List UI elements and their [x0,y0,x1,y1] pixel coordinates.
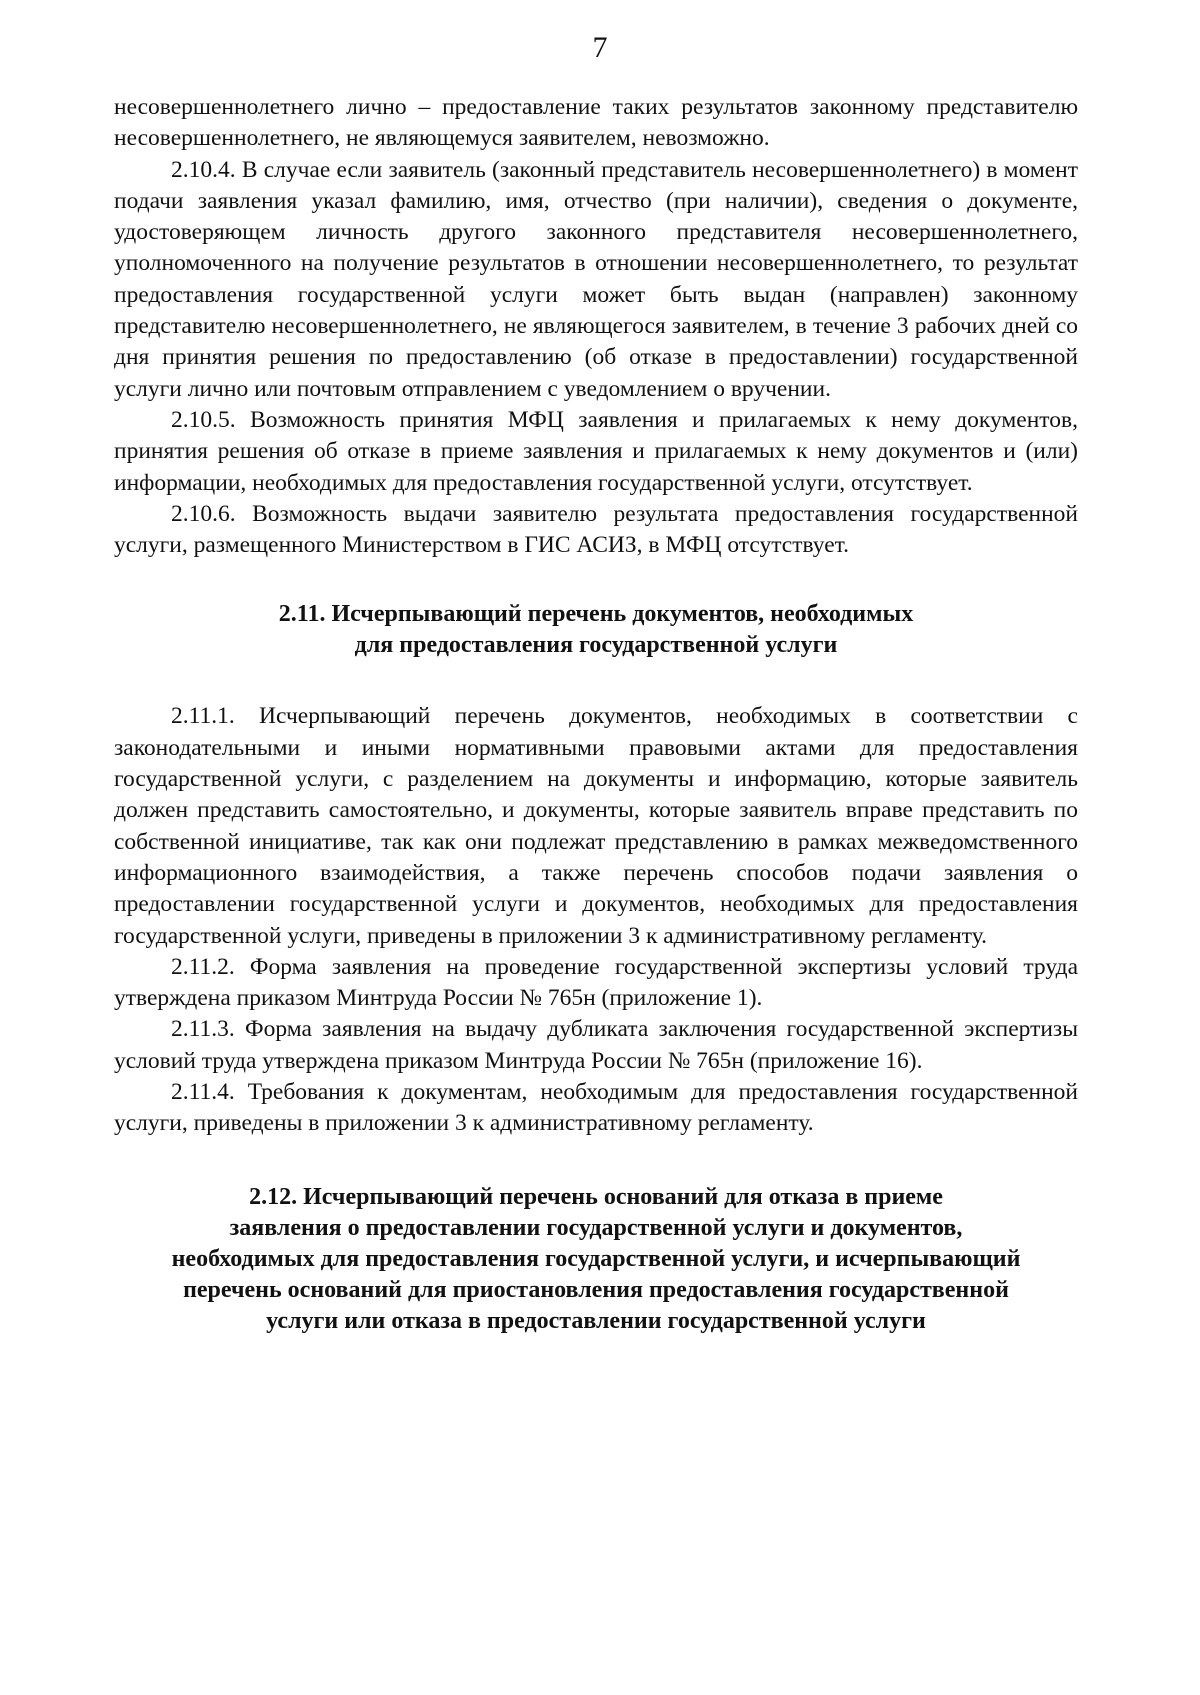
paragraph-2-11-4: 2.11.4. Требования к документам, необходимым для предоставления государственной услуги, приведены в приложении 3 к административному регламенту. [114,1079,1078,1137]
section-heading-2-11-line-1: 2.11. Исчерпывающий перечень документов, необходимых [278,601,914,628]
paragraph-2-11-3: 2.11.3. Форма заявления на выдачу дубликата заключения государственной экспертизы условий труда утверждена приказом Минтруда России № 765н (приложение 16). [114,1016,1078,1074]
section-heading-2-12 [114,1182,1078,1337]
paragraph-2-10-6: 2.10.6. Возможность выдачи заявителю результата предоставления государственной услуги, размещенного Министерством в ГИС АСИЗ, в МФЦ отсутствует. [114,500,1078,559]
document-body [114,92,1078,1337]
section-heading-2-12-line-5: услуги или отказа в предоставлении государственной услуги [266,1307,926,1334]
section-heading-2-12-line-1: 2.12. Исчерпывающий перечень оснований для отказа в приеме [249,1183,943,1210]
paragraph-2-11-1: 2.11.1. Исчерпывающий перечень документов, необходимых в соответствии с законодательными и иными нормативными правовыми актами для предоставления государственной услуги, с разделением на документы и информацию, которые заявитель должен представить самостоятельно, и документы, которые заявитель вправе представить по собственной инициативе, так как они подлежат представлению в рамках межведомственного информационного взаимодействия, а также перечень способов подачи заявления о предоставлении государственной услуги и документов, необходимых для предоставления государственной услуги, приведены в приложении 3 к административному регламенту. [114,703,1078,949]
page-number: 7 [592,31,608,64]
paragraph-2-10-4: 2.10.4. В случае если заявитель (законный представитель несовершеннолетнего) в момент подачи заявления указал фамилию, имя, отчество (при наличии), сведения о документе, удостоверяющем личность другого законного представителя несовершеннолетнего, уполномоченного на получение результатов в отношении несовершеннолетнего, то результат предоставления государственной услуги может быть выдан (направлен) законному представителю несовершеннолетнего, не являющегося заявителем, в течение 3 рабочих дней со дня принятия решения по предоставлению (об отказе в предоставлении) государственной услуги лично или почтовым отправлением с уведомлением о вручении. [114,156,1078,402]
paragraph-2-10-5: 2.10.5. Возможность принятия МФЦ заявления и прилагаемых к нему документов, принятия решения об отказе в приеме заявления и прилагаемых к нему документов и (или) информации, необходимых для предоставления государственной услуги, отсутствует. [114,406,1078,496]
paragraph-2-10-3-continuation: несовершеннолетнего лично – предоставление таких результатов законному представителю несовершеннолетнего, не являющемуся заявителем, невозможно. [114,94,1078,152]
section-heading-2-11-line-2: для предоставления государственной услуги [354,632,838,659]
paragraph-2-11-2: 2.11.2. Форма заявления на проведение государственной экспертизы условий труда утверждена приказом Минтруда России № 765н (приложение 1). [114,953,1078,1012]
section-heading-2-11 [114,599,1078,661]
section-heading-2-12-line-3: необходимых для предоставления государственной услуги, и исчерпывающий [171,1245,1021,1272]
section-heading-2-12-line-2: заявления о предоставлении государственной услуги и документов, [229,1214,963,1241]
section-heading-2-12-line-4: перечень оснований для приостановления предоставления государственной [183,1276,1009,1303]
